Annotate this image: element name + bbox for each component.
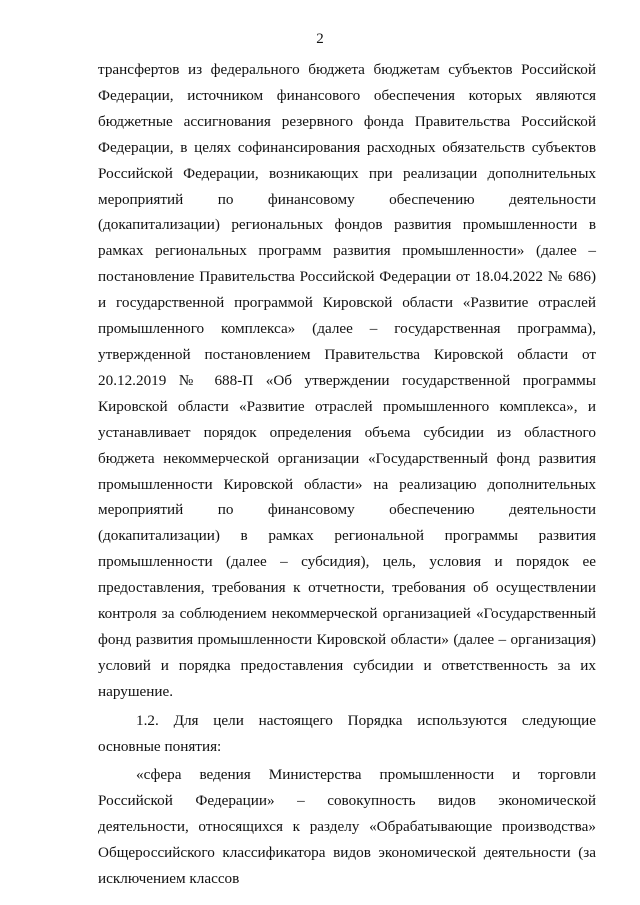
document-body <box>98 57 596 892</box>
page-number: 2 <box>316 31 324 47</box>
paragraph-continuation: трансфертов из федерального бюджета бюджетам субъектов Российской Федерации, источником финансового обеспечения которых являются бюджетные ассигнования резервного фонда Правительства Российской Федерации, в целях софинансирования расходных обязательств субъектов Российской Федерации, возникающих при реализации дополнительных мероприятий по финансовому обеспечению деятельности (докапитализации) региональных фондов развития промышленности в рамках региональных программ развития промышленности» (далее – постановление Правительства Российской Федерации от 18.04.2022 № 686) и государственной программой Кировской области «Развитие отраслей промышленного комплекса» (далее – государственная программа), утвержденной постановлением Правительства Кировской области от 20.12.2019 № 688-П «Об утверждении государственной программы Кировской области «Развитие отраслей промышленного комплекса», и устанавливает порядок определения объема субсидии из областного бюджета некоммерческой организации «Государственный фонд развития промышленности Кировской области» на реализацию дополнительных мероприятий по финансовому обеспечению деятельности (докапитализации) в рамках региональной программы развития промышленности (далее – субсидия), цель, условия и порядок ее предоставления, требования к отчетности, требования об осуществлении контроля за соблюдением некоммерческой организацией «Государственный фонд развития промышленности Кировской области» (далее – организация) условий и порядка предоставления субсидии и ответственность за их нарушение. <box>98 61 596 700</box>
paragraph-definition-sphere: «сфера ведения Министерства промышленности и торговли Российской Федерации» – совокупность видов экономической деятельности, относящихся к разделу «Обрабатывающие производства» Общероссийского классификатора видов экономической деятельности (за исключением классов <box>98 766 596 888</box>
paragraph-definitions-intro: 1.2. Для цели настоящего Порядка используются следующие основные понятия: <box>98 711 596 755</box>
